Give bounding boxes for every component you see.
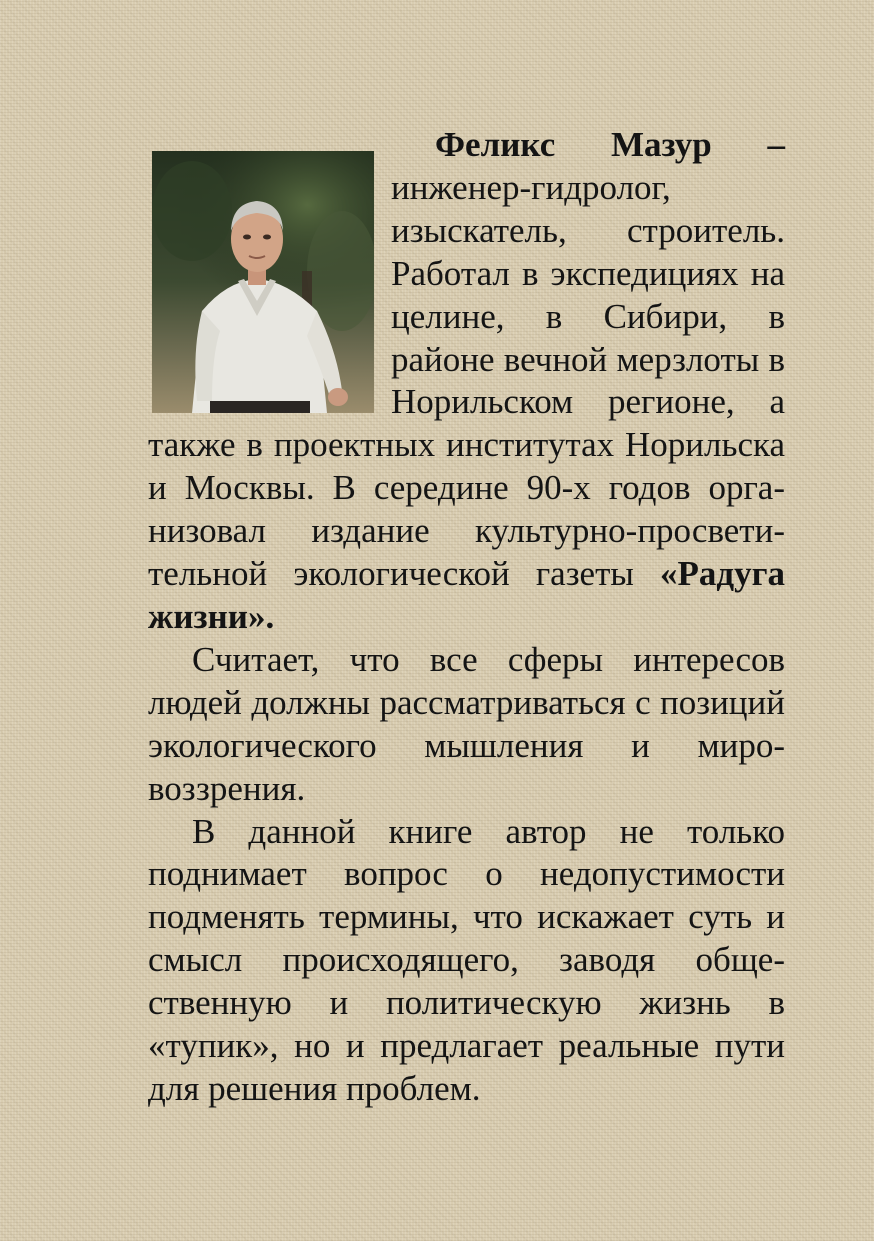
name-dash: –	[711, 125, 785, 164]
paragraph-ecology: Считает, что все сферы интересов людей должны рассматриваться с позиций экологического мышления и мировоззрения.	[148, 639, 785, 808]
author-name: Феликс Мазур	[435, 125, 712, 164]
bio-paragraph	[148, 124, 785, 639]
newspaper-title: «Радуга жизни».	[148, 554, 785, 636]
author-portrait	[152, 151, 374, 413]
biography-page	[148, 124, 785, 1111]
bio-intro-text: инженер-гидролог, изыскатель, строитель. Работал в экспедициях на целине, в Сибири, в районе вечной мерзлоты в Норильском регионе, а также в проектных институтах Норильска и Москвы. В середине 90-х годов организовал издание культурно-просветительной экологической газеты	[148, 167, 785, 594]
paragraph-book: В данной книге автор не только поднимает вопрос о недопустимости подменять термины, что искажает суть и смысл происходящего, заводя общественную и политическую жизнь в «тупик», но и предлагает реальные пути для решения проблем.	[148, 811, 785, 1108]
portrait-image	[152, 151, 374, 413]
